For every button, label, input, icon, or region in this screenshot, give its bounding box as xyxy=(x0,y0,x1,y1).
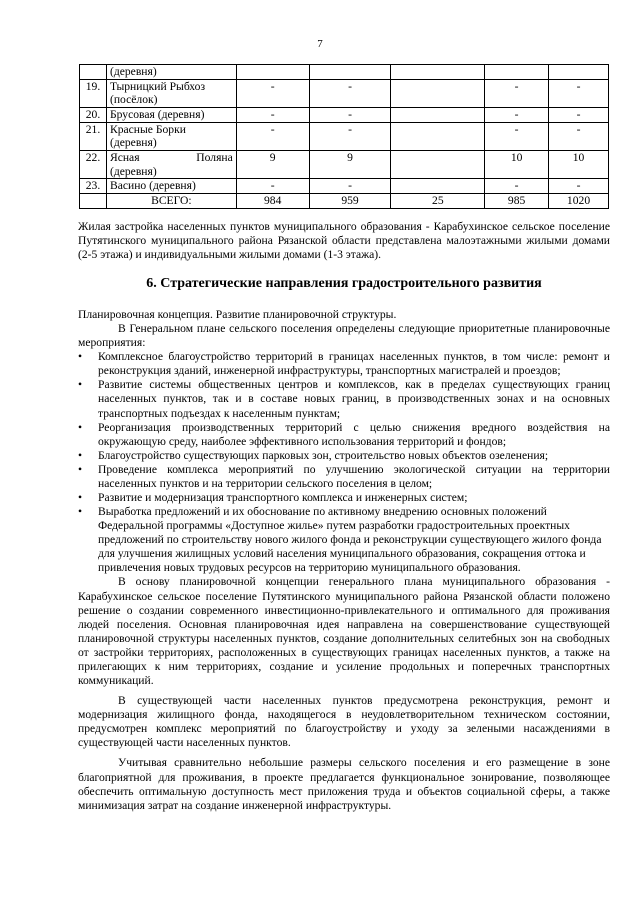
list-item xyxy=(78,449,610,463)
table-cell xyxy=(391,65,485,80)
list-item xyxy=(78,350,610,378)
list-item xyxy=(78,378,610,420)
bullet-icon: • xyxy=(78,505,83,519)
table-row xyxy=(80,179,609,194)
table-cell: - xyxy=(236,122,309,150)
table-row xyxy=(80,122,609,150)
list-item-text: Благоустройство существующих парковых зон, строительство новых объектов озеленения; xyxy=(98,448,549,462)
list-item-text: Проведение комплекса мероприятий по улучшению экологической ситуации на территории населенных пунктов и на территории сельского поселения в целом; xyxy=(98,462,610,490)
priority-list xyxy=(78,350,610,575)
table-cell xyxy=(391,79,485,107)
bullet-icon: • xyxy=(78,448,83,462)
list-item-text: Развитие и модернизация транспортного комплекса и инженерных систем; xyxy=(98,491,468,505)
section-title: 6. Стратегические направления градостроительного развития xyxy=(146,276,542,291)
row-number: 22. xyxy=(80,151,107,179)
table-cell xyxy=(391,151,485,179)
table-cell: 25 xyxy=(391,194,485,209)
list-item xyxy=(78,463,610,491)
zoning-paragraph: Учитывая сравнительно небольшие размеры сельского поселения и его размещение в зоне благоприятной для проживания, в проекте предлагается функциональное зонирование, позволяющее обеспечить оптимальную доступность мест приложения труда и объектов социальной сферы, а также минимизация затрат на создание инженерной инфраструктуры. xyxy=(78,756,610,812)
table-cell xyxy=(391,108,485,123)
table-cell: - xyxy=(485,108,549,123)
table-cell: - xyxy=(485,122,549,150)
table-cell: 959 xyxy=(309,194,391,209)
intro-paragraph: В Генеральном плане сельского поселения определены следующие приоритетные планировочные мероприятия: xyxy=(78,322,610,350)
row-number: 19. xyxy=(80,79,107,107)
table-row xyxy=(80,65,609,80)
table-cell: - xyxy=(309,79,391,107)
row-number: 21. xyxy=(80,122,107,150)
housing-paragraph: Жилая застройка населенных пунктов муниципального образования - Карабухинское сельское поселение Путятинского муниципального района Рязанской области представлена малоэтажными жилыми домами (2-5 этажа) и индивидуальными жилыми домами (1-3 этажа). xyxy=(78,220,610,262)
page-number: 7 xyxy=(317,38,323,50)
table-total-row xyxy=(80,194,609,209)
table-cell: 1020 xyxy=(549,194,609,209)
table-cell xyxy=(309,65,391,80)
table-cell: - xyxy=(236,179,309,194)
bullet-icon: • xyxy=(78,420,83,434)
row-number: 23. xyxy=(80,179,107,194)
table-row xyxy=(80,108,609,123)
bullet-icon: • xyxy=(78,462,83,476)
table-cell: - xyxy=(485,179,549,194)
bullet-icon: • xyxy=(78,350,83,364)
table-cell: 10 xyxy=(485,151,549,179)
table-cell: - xyxy=(309,179,391,194)
bullet-icon: • xyxy=(78,491,83,505)
settlement-name-part: Ясная xyxy=(109,151,140,165)
settlement-name: Брусовая (деревня) xyxy=(106,108,236,123)
concept-paragraph: В основу планировочной концепции генерального плана муниципального образования - Карабухинское сельское поселение Путятинского муниципального района Рязанской области положено решение о создании современного инвестиционно-привлекательного и оптимального для проживания людей поселения. Основная планировочная идея направлена на совершенствование существующей планировочной структуры населенных пунктов, создание дополнительных селитебных зон на свободных от застройки территориях, расположенных в существующих границах населенных пунктов, а также на прилегающих к ним территориях, создание и усиление продольных и поперечных транспортных коммуникаций. xyxy=(78,575,610,688)
table-cell: - xyxy=(309,122,391,150)
list-item xyxy=(78,491,610,505)
list-item-text: Комплексное благоустройство территорий в границах населенных пунктов, в том числе: ремонт и реконструкция зданий, инженерной инфраструктуры, транспортных магистралей и проездов; xyxy=(98,350,610,378)
table-cell xyxy=(549,65,609,80)
table-cell: - xyxy=(549,122,609,150)
table-cell xyxy=(485,65,549,80)
settlement-name-part: Поляна xyxy=(196,151,233,165)
table-cell: - xyxy=(236,108,309,123)
list-item xyxy=(78,505,610,575)
settlement-name: Тырницкий Рыбхоз (посёлок) xyxy=(106,79,236,107)
list-item-text: Реорганизация производственных территорий с целью снижения вредного воздействия на окружающую среду, наиболее эффективного использования территорий и фондов; xyxy=(98,420,610,448)
table-cell: - xyxy=(236,79,309,107)
table-cell: 10 xyxy=(549,151,609,179)
table-cell xyxy=(391,122,485,150)
row-number: 20. xyxy=(80,108,107,123)
bullet-icon: • xyxy=(78,378,83,392)
table-cell xyxy=(391,179,485,194)
table-cell: - xyxy=(309,108,391,123)
table-cell: 985 xyxy=(485,194,549,209)
row-number xyxy=(80,65,107,80)
table-cell: 9 xyxy=(236,151,309,179)
settlement-name: (деревня) xyxy=(106,65,236,80)
reconstruction-paragraph: В существующей части населенных пунктов предусмотрена реконструкция, ремонт и модернизация жилищного фонда, находящегося в неудовлетворительном техническом состоянии, предусмотрен комплекс мероприятий по благоустройству и уходу за зелеными насаждениями в существующей части населенных пунктов. xyxy=(78,694,610,750)
settlement-name: Красные Борки (деревня) xyxy=(106,122,236,150)
table-row xyxy=(80,151,609,179)
table-cell: - xyxy=(549,108,609,123)
intro-line: Планировочная концепция. Развитие планировочной структуры. xyxy=(78,308,397,321)
list-item-text: Выработка предложений и их обоснование по активному внедрению основных положений Федеральной программы «Доступное жилье» путем разработки градостроительных проектных предложений по строительству нового жилого фонда и реконструкции существующего жилого фонда для улучшения жилищных условий населения муниципального образования, сокращения оттока и привлечения новых трудовых ресурсов на территорию муниципального образования. xyxy=(98,505,602,575)
table-cell: - xyxy=(549,79,609,107)
total-label: ВСЕГО: xyxy=(106,194,236,209)
table-cell: 9 xyxy=(309,151,391,179)
settlements-table xyxy=(79,64,609,209)
list-item xyxy=(78,421,610,449)
table-cell xyxy=(236,65,309,80)
settlement-name xyxy=(106,151,236,179)
settlement-name-part: (деревня) xyxy=(109,164,157,178)
list-item-text: Развитие системы общественных центров и комплексов, как в пределах существующих границ населенных пунктов, так и в составе новых границ, в производственных зонах и на основных транспортных подъездах к населенным пунктам; xyxy=(98,378,610,420)
table-row xyxy=(80,79,609,107)
table-cell: - xyxy=(549,179,609,194)
table-cell: - xyxy=(485,79,549,107)
settlement-name: Васино (деревня) xyxy=(106,179,236,194)
table-cell: 984 xyxy=(236,194,309,209)
